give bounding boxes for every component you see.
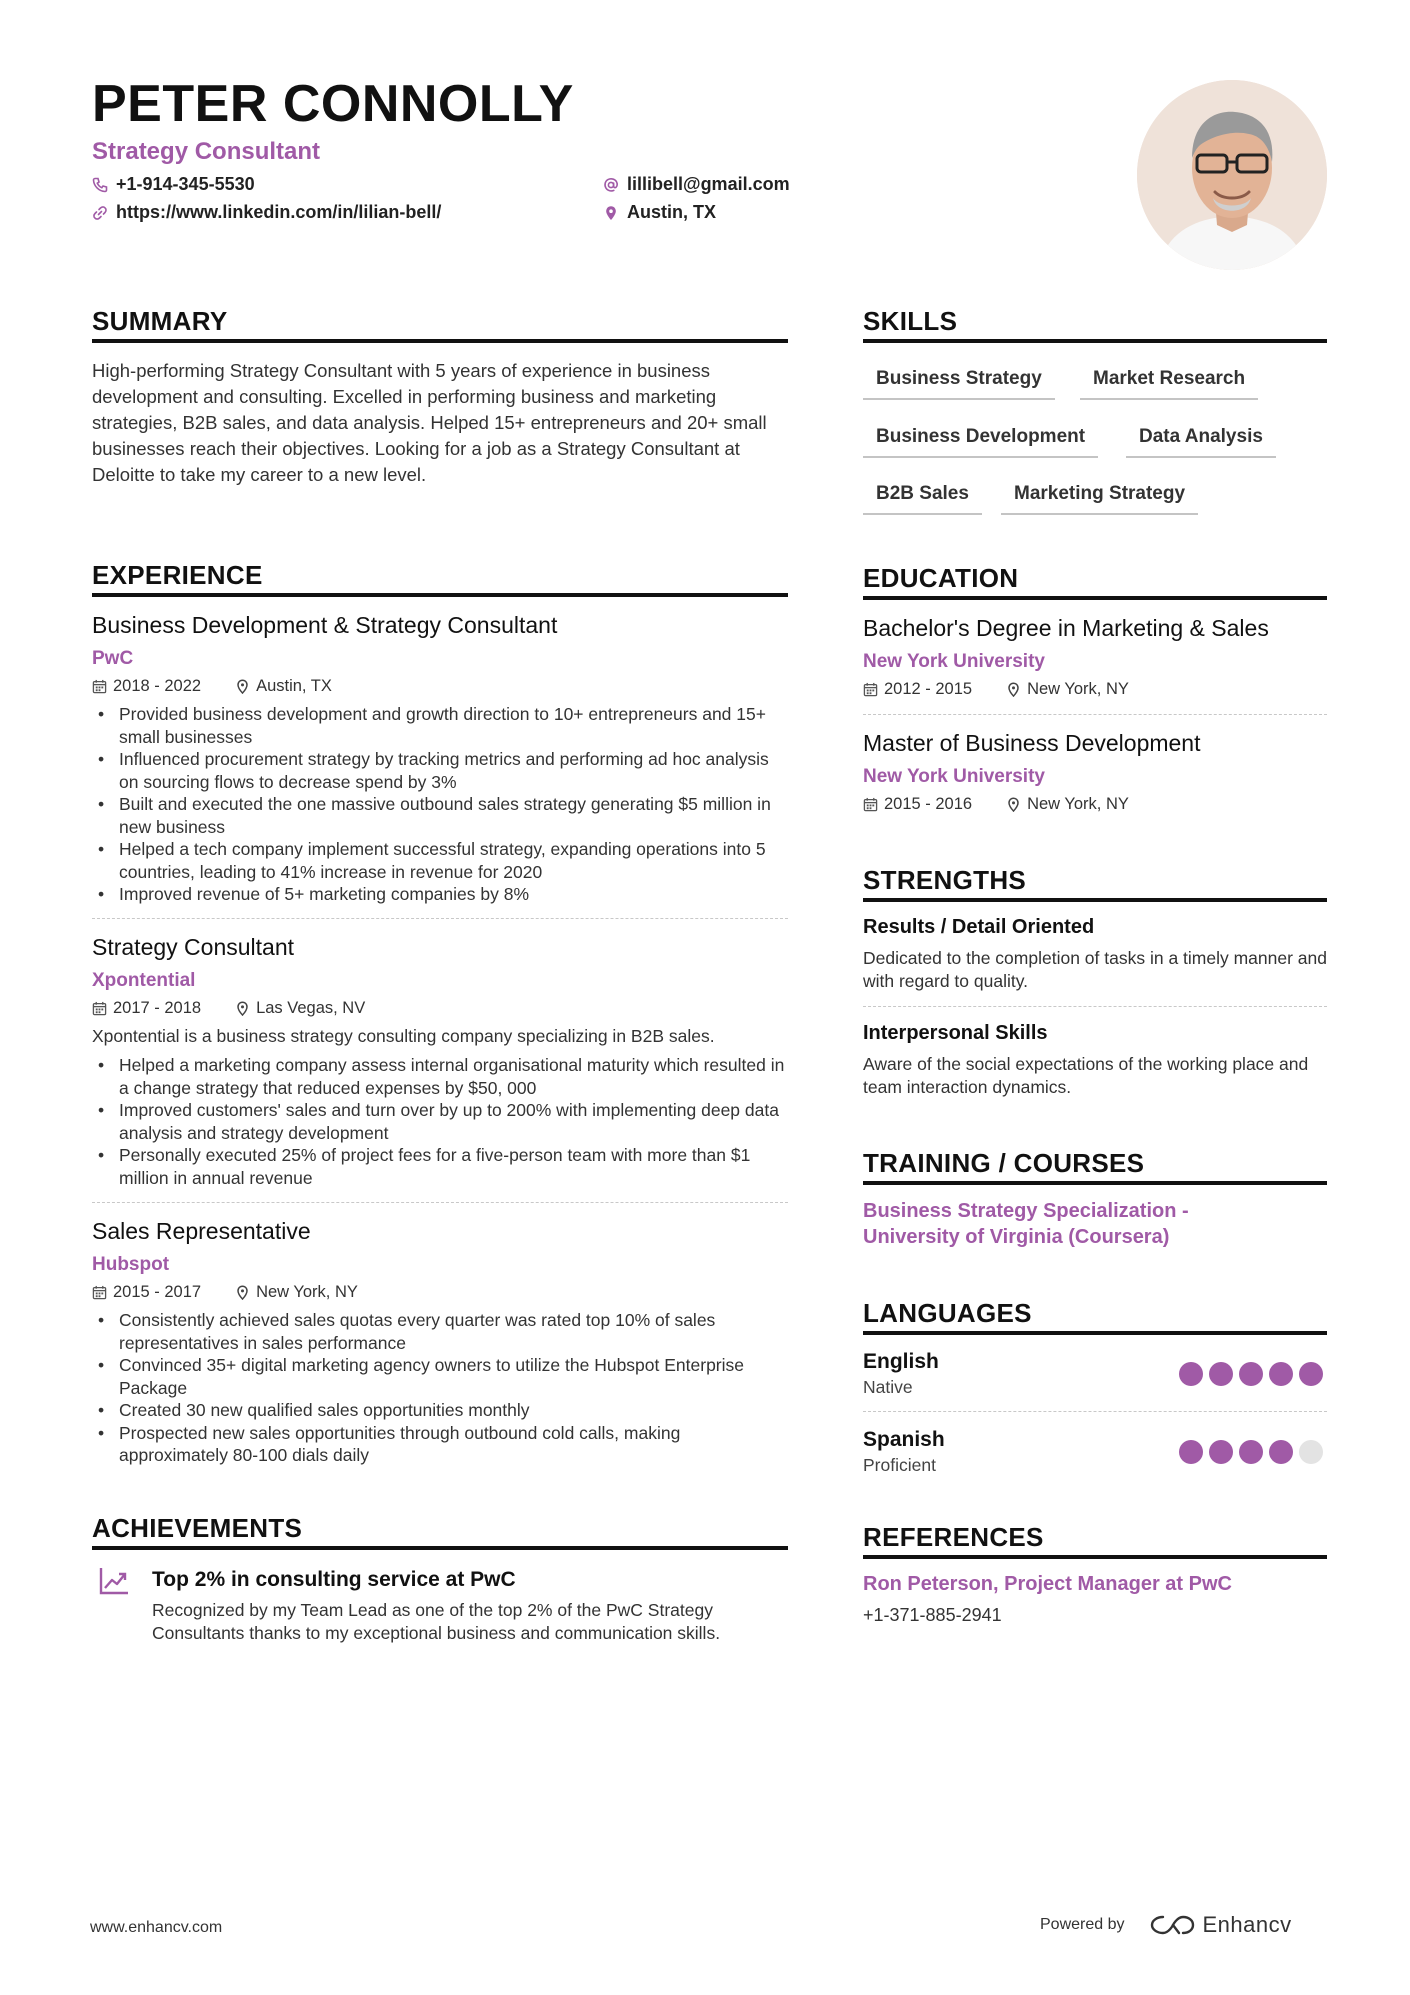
location-pin-icon <box>235 679 250 694</box>
email-text: lillibell@gmail.com <box>627 174 790 194</box>
bullet-item: • Improved revenue of 5+ marketing companies by 8% <box>92 883 792 906</box>
skill-tag: Market Research <box>1080 368 1258 400</box>
location-pin-icon <box>603 205 619 221</box>
job-title: Sales Representative <box>92 1218 311 1244</box>
location-text: Austin, TX <box>627 202 716 222</box>
enhancv-logo-icon <box>1149 1913 1195 1937</box>
language-level: Proficient <box>863 1455 936 1475</box>
job-location: Las Vegas, NV <box>256 999 366 1017</box>
reference-phone: +1-371-885-2941 <box>863 1605 1002 1625</box>
school-name: New York University <box>863 651 1045 672</box>
summary-text: High-performing Strategy Consultant with 5 years of experience in business development and consulting. Excelled in performing business and marketing strategies, B2B sales, and data analysis. Helped 15+ entrepreneurs and 20+ small businesses reach their objectives. Looking for a job as a Strategy Consultant at Deloitte to take my career to a new level. <box>92 360 767 485</box>
bullet-item: • Improved customers' sales and turn over by up to 200% with implementing deep data analysis and strategy development <box>92 1099 792 1144</box>
rating-dot-filled <box>1179 1440 1203 1464</box>
job-title: Strategy Consultant <box>92 934 295 960</box>
achievements-rule <box>92 1546 788 1550</box>
divider <box>863 1006 1327 1007</box>
bullet-item: • Helped a marketing company assess internal organisational maturity which resulted in a change strategy that reduced expenses by $50, 000 <box>92 1054 792 1099</box>
footer-branding <box>1040 1912 1292 1938</box>
strength-text: Aware of the social expectations of the working place and team interaction dynamics. <box>863 1054 1309 1097</box>
degree-title: Bachelor's Degree in Marketing & Sales <box>863 615 1269 641</box>
linkedin-text: https://www.linkedin.com/in/lilian-bell/ <box>116 202 442 222</box>
calendar-icon <box>863 682 878 697</box>
candidate-role: Strategy Consultant <box>92 138 321 165</box>
skill-tag: Data Analysis <box>1126 426 1276 458</box>
rating-dot-filled <box>1209 1362 1233 1386</box>
rating-dot-filled <box>1209 1440 1233 1464</box>
strength-title: Interpersonal Skills <box>863 1022 1048 1044</box>
job-company: PwC <box>92 648 134 669</box>
language-name: English <box>863 1350 939 1373</box>
divider <box>863 1411 1327 1412</box>
job-dates: 2015 - 2017 <box>113 1283 202 1301</box>
language-rating <box>1179 1440 1323 1464</box>
link-icon <box>92 205 108 221</box>
course-title: Business Strategy Specialization - University of Virginia (Coursera) <box>863 1200 1189 1248</box>
bullet-item: • Provided business development and growth direction to 10+ entrepreneurs and 15+ small businesses <box>92 703 792 748</box>
education-rule <box>863 596 1327 600</box>
enhancv-logo[interactable] <box>1149 1912 1292 1938</box>
brand-name: Enhancv <box>1202 1912 1292 1937</box>
job-location: New York, NY <box>256 1283 358 1301</box>
school-name: New York University <box>863 766 1045 787</box>
phone-contact[interactable] <box>92 174 255 195</box>
education-meta <box>863 795 1129 814</box>
education-heading: EDUCATION <box>863 563 1019 593</box>
job-location: Austin, TX <box>256 677 332 695</box>
reference-name: Ron Peterson, Project Manager at PwC <box>863 1573 1232 1595</box>
bullet-item: • Consistently achieved sales quotas every quarter was rated top 10% of sales representatives in sales performance <box>92 1309 792 1354</box>
education-dates: 2015 - 2016 <box>884 795 973 813</box>
bullet-item: • Created 30 new qualified sales opportunities monthly <box>92 1399 792 1422</box>
training-rule <box>863 1181 1327 1185</box>
linkedin-link[interactable] <box>92 202 441 223</box>
bullet-item: • Prospected new sales opportunities through outbound cold calls, making approximately 80-100 dials daily <box>92 1422 792 1467</box>
skill-tag: Business Development <box>863 426 1098 458</box>
powered-by-text: Powered by <box>1040 1916 1125 1933</box>
location-pin-icon <box>235 1285 250 1300</box>
strength-title: Results / Detail Oriented <box>863 916 1095 938</box>
job-title: Business Development & Strategy Consultant <box>92 612 558 638</box>
language-name: Spanish <box>863 1428 945 1451</box>
job-bullets <box>92 703 792 906</box>
job-meta <box>92 1283 358 1302</box>
education-location: New York, NY <box>1027 680 1129 698</box>
profile-photo <box>1137 80 1327 270</box>
calendar-icon <box>92 1285 107 1300</box>
job-description: Xpontential is a business strategy consulting company specializing in B2B sales. <box>92 1026 715 1046</box>
rating-dot-empty <box>1299 1440 1323 1464</box>
rating-dot-filled <box>1269 1440 1293 1464</box>
strength-text: Dedicated to the completion of tasks in a timely manner and with regard to quality. <box>863 948 1327 991</box>
skill-tag: Marketing Strategy <box>1001 483 1198 515</box>
rating-dot-filled <box>1269 1362 1293 1386</box>
skills-rule <box>863 339 1327 343</box>
references-rule <box>863 1555 1327 1559</box>
languages-heading: LANGUAGES <box>863 1298 1032 1328</box>
bullet-item: • Convinced 35+ digital marketing agency owners to utilize the Hubspot Enterprise Package <box>92 1354 792 1399</box>
bullet-item: • Built and executed the one massive outbound sales strategy generating $5 million in new business <box>92 793 792 838</box>
job-company: Xpontential <box>92 970 196 991</box>
calendar-icon <box>863 797 878 812</box>
job-bullets <box>92 1309 792 1467</box>
calendar-icon <box>92 679 107 694</box>
at-icon <box>603 177 619 193</box>
degree-title: Master of Business Development <box>863 730 1201 756</box>
education-dates: 2012 - 2015 <box>884 680 973 698</box>
job-dates: 2017 - 2018 <box>113 999 202 1017</box>
achievement-title: Top 2% in consulting service at PwC <box>152 1568 516 1591</box>
divider <box>92 918 788 919</box>
achievement-text: Recognized by my Team Lead as one of the top 2% of the PwC Strategy Consultants thanks to my exceptional business and communication skills. <box>152 1600 721 1643</box>
strengths-rule <box>863 898 1327 902</box>
bullet-item: • Influenced procurement strategy by tracking metrics and performing ad hoc analysis on sourcing flows to decrease spend by 3% <box>92 748 792 793</box>
strengths-heading: STRENGTHS <box>863 865 1027 895</box>
references-heading: REFERENCES <box>863 1522 1044 1552</box>
location-pin-icon <box>1006 682 1021 697</box>
rating-dot-filled <box>1239 1440 1263 1464</box>
rating-dot-filled <box>1299 1362 1323 1386</box>
achievements-heading: ACHIEVEMENTS <box>92 1513 303 1543</box>
language-level: Native <box>863 1377 913 1397</box>
phone-icon <box>92 177 108 193</box>
education-location: New York, NY <box>1027 795 1129 813</box>
job-bullets <box>92 1054 792 1189</box>
summary-heading: SUMMARY <box>92 306 228 336</box>
job-company: Hubspot <box>92 1254 170 1275</box>
bullet-item: • Helped a tech company implement successful strategy, expanding operations into 5 countries, leading to 41% increase in revenue for 2020 <box>92 838 792 883</box>
location-contact <box>603 202 716 223</box>
training-heading: TRAINING / COURSES <box>863 1148 1145 1178</box>
education-meta <box>863 680 1129 699</box>
bullet-item: • Personally executed 25% of project fees for a five-person team with more than $1 million in annual revenue <box>92 1144 792 1189</box>
languages-rule <box>863 1331 1327 1335</box>
location-pin-icon <box>235 1001 250 1016</box>
phone-text: +1-914-345-5530 <box>116 174 255 194</box>
skill-tag: B2B Sales <box>863 483 982 515</box>
trend-chart-icon <box>98 1566 130 1596</box>
footer-website[interactable]: www.enhancv.com <box>90 1919 223 1936</box>
job-dates: 2018 - 2022 <box>113 677 202 695</box>
language-rating <box>1179 1362 1323 1386</box>
summary-rule <box>92 339 788 343</box>
rating-dot-filled <box>1239 1362 1263 1386</box>
experience-rule <box>92 593 788 597</box>
candidate-name: PETER CONNOLLY <box>92 75 574 133</box>
divider <box>863 714 1327 715</box>
email-contact[interactable] <box>603 174 790 195</box>
rating-dot-filled <box>1179 1362 1203 1386</box>
experience-heading: EXPERIENCE <box>92 560 263 590</box>
divider <box>92 1202 788 1203</box>
job-meta <box>92 677 332 696</box>
skills-heading: SKILLS <box>863 306 958 336</box>
skill-tag: Business Strategy <box>863 368 1055 400</box>
calendar-icon <box>92 1001 107 1016</box>
job-meta <box>92 999 365 1018</box>
location-pin-icon <box>1006 797 1021 812</box>
